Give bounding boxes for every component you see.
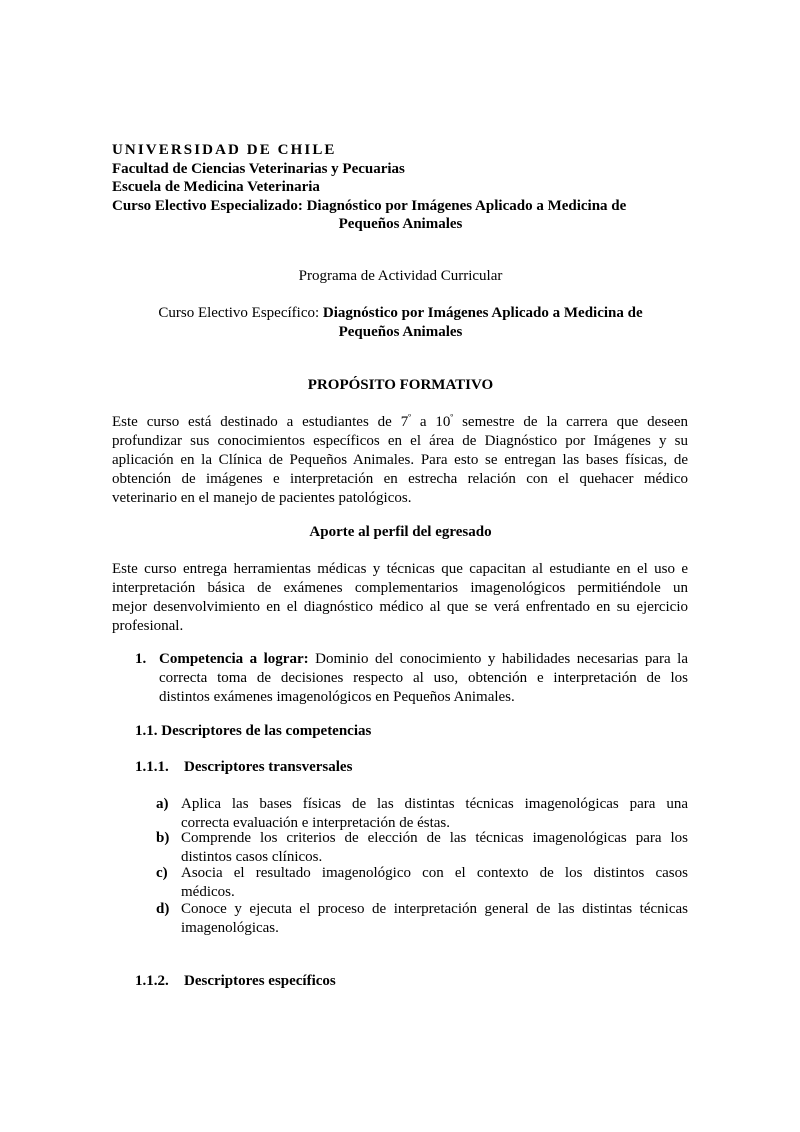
list-marker: d) <box>156 901 170 917</box>
school-name: Escuela de Medicina Veterinaria <box>112 179 320 195</box>
competence-line: correcta toma de decisiones respecto al uso, obtención e interpretación de los <box>159 670 688 686</box>
section-1-1-2-number: 1.1.2. <box>135 973 169 989</box>
graduate-profile-line: interpretación básica de exámenes complementarios imagenológicos permitiéndole un <box>112 580 688 596</box>
list-item-line: médicos. <box>181 884 235 900</box>
section-1-1-1-title: Descriptores transversales <box>184 759 353 775</box>
purpose-heading: PROPÓSITO FORMATIVO <box>307 377 494 393</box>
list-item-line: Aplica las bases físicas de las distintas técnicas imagenológicas para una <box>181 796 688 812</box>
graduate-profile-paragraph <box>112 560 688 636</box>
list-item-line: Conoce y ejecuta el proceso de interpretación general de las distintas técnicas <box>181 901 688 917</box>
list-item <box>181 864 688 902</box>
graduate-profile-heading: Aporte al perfil del egresado <box>309 524 492 540</box>
list-item <box>181 795 688 833</box>
competence-label: Competencia a lograr: <box>159 651 309 667</box>
list-item <box>181 829 688 867</box>
purpose-line: aplicación en la Clínica de Pequeños Animales. Para esto se entregan las bases físicas, de <box>112 452 688 468</box>
list-item-line: distintos casos clínicos. <box>181 849 323 865</box>
graduate-profile-line: profesional. <box>112 618 184 634</box>
section-1-1-heading: 1.1. Descriptores de las competencias <box>135 723 372 739</box>
purpose-line: profundizar sus conocimientos específicos en el área de Diagnóstico por Imágenes y su <box>112 433 688 449</box>
purpose-paragraph <box>112 413 688 508</box>
university-name: UNIVERSIDAD DE CHILE <box>112 142 337 158</box>
list-item-line: imagenológicas. <box>181 920 279 936</box>
section-1-1-2-title: Descriptores específicos <box>184 973 336 989</box>
course-name-line1: Diagnóstico por Imágenes Aplicado a Medicina de <box>306 198 627 214</box>
competence-line: Competencia a lograr: Dominio del conocimiento y habilidades necesarias para la <box>159 651 688 667</box>
list-item <box>181 900 688 938</box>
specific-course-line1 <box>112 304 689 323</box>
course-label: Curso Electivo Especializado: <box>112 198 303 214</box>
course-heading-line1 <box>112 197 626 216</box>
program-title: Programa de Actividad Curricular <box>298 268 503 284</box>
purpose-line: Este curso está destinado a estudiantes de $7^º$ a $10^º$ semestre de la carrera que deseen <box>112 412 688 430</box>
list-marker: c) <box>156 865 168 881</box>
list-item-line: Comprende los criterios de elección de las técnicas imagenológicas para los <box>181 830 688 846</box>
purpose-line: obtención de imágenes e interpretación en estrecha relación con el quehacer médico <box>112 471 688 487</box>
competence-paragraph <box>159 650 688 707</box>
list-marker: a) <box>156 796 169 812</box>
competence-number: 1. <box>135 651 147 667</box>
course-name-line2: Pequeños Animales <box>338 216 463 232</box>
competence-line: distintos exámenes imagenológicos en Pequeños Animales. <box>159 689 515 705</box>
specific-course-label: Curso Electivo Específico: <box>158 305 320 321</box>
list-item-line: Asocia el resultado imagenológico con el contexto de los distintos casos <box>181 865 688 881</box>
specific-course-name-line2: Pequeños Animales <box>338 324 463 340</box>
faculty-name: Facultad de Ciencias Veterinarias y Pecuarias <box>112 161 405 177</box>
list-marker: b) <box>156 830 170 846</box>
section-1-1-1-number: 1.1.1. <box>135 759 169 775</box>
list-item-line: correcta evaluación e interpretación de éstas. <box>181 815 451 831</box>
graduate-profile-line: mejor desenvolvimiento en el diagnóstico médico al que se verá enfrentado en su ejercicio <box>112 599 688 615</box>
purpose-line: veterinario en el manejo de pacientes patológicos. <box>112 490 412 506</box>
graduate-profile-line: Este curso entrega herramientas médicas y técnicas que capacitan al estudiante en el uso e <box>112 561 688 577</box>
specific-course-name-line1: Diagnóstico por Imágenes Aplicado a Medicina de <box>322 305 643 321</box>
